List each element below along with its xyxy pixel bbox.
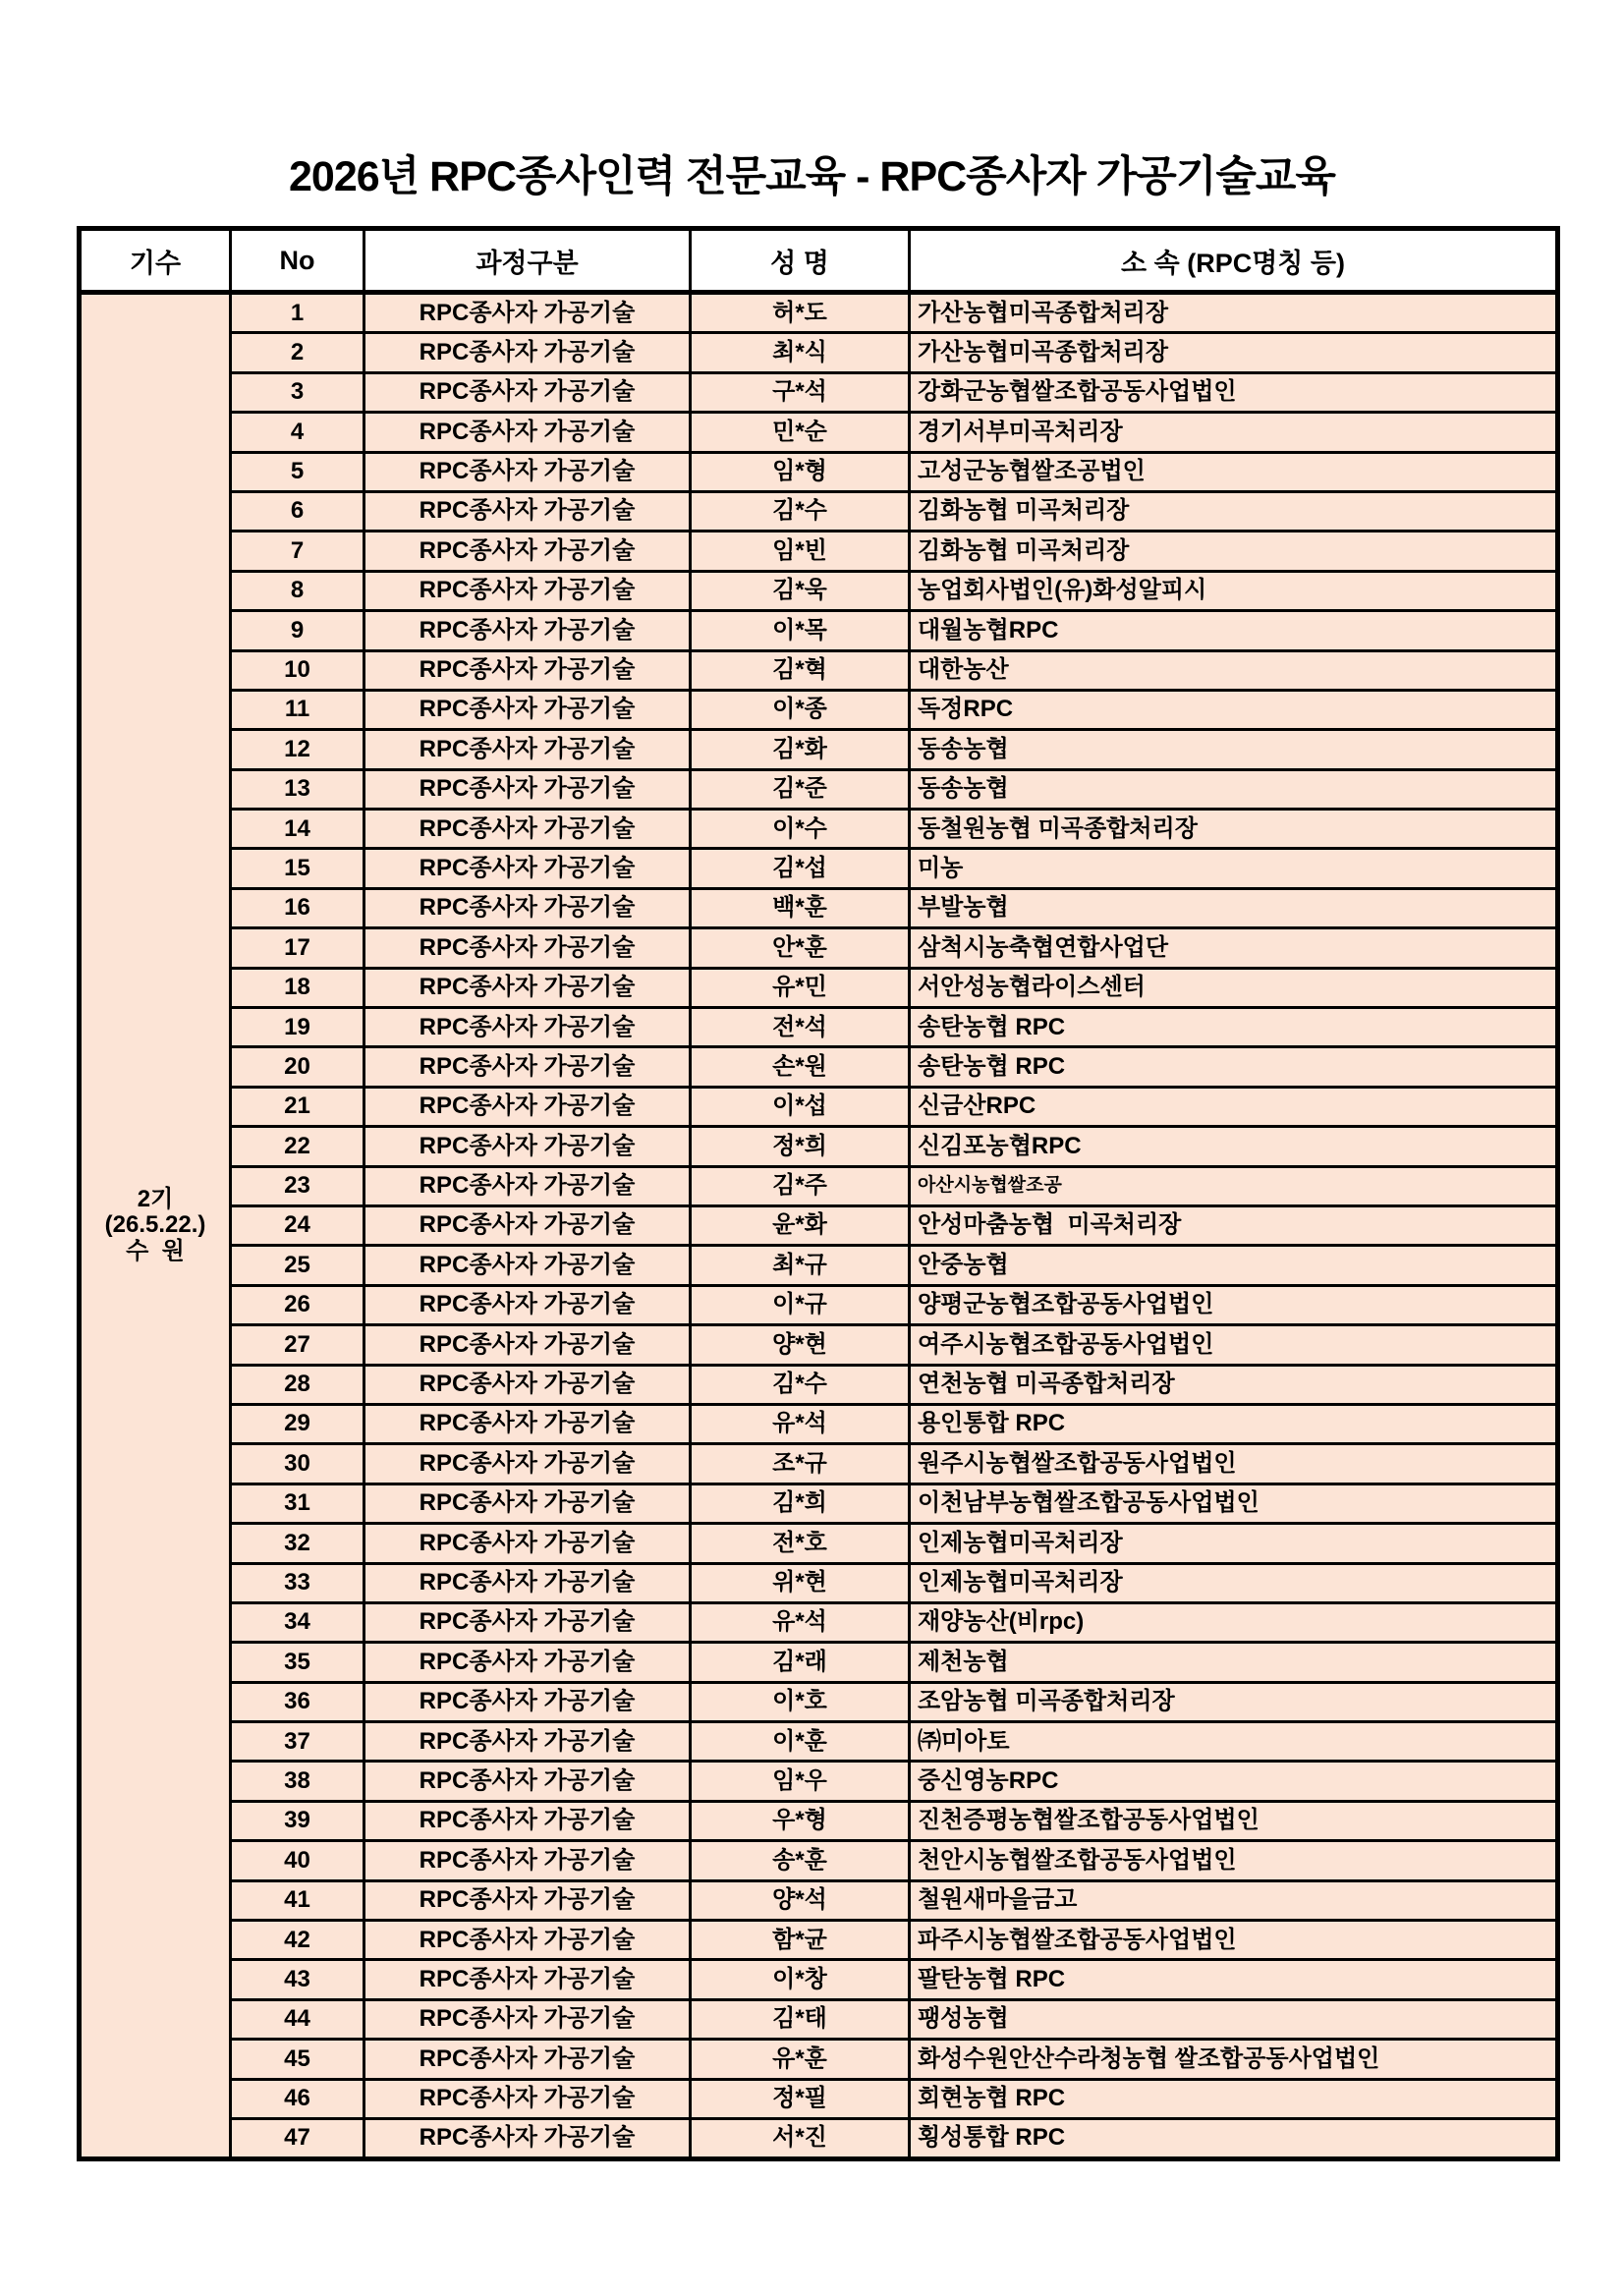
cell-org: 재양농산(비rpc) [910, 1602, 1558, 1642]
table-row [80, 452, 1558, 491]
cohort-line: (26.5.22.) [104, 1211, 206, 1239]
cell-org: 동송농협 [910, 730, 1558, 769]
cell-no: 18 [231, 968, 364, 1007]
cell-no: 42 [231, 1921, 364, 1960]
table-row [80, 1205, 1558, 1245]
table-row [80, 1801, 1558, 1840]
table-row [80, 491, 1558, 531]
cell-name: 손*원 [691, 1047, 910, 1087]
table-row [80, 1404, 1558, 1443]
table-row [80, 1960, 1558, 1999]
cell-name: 조*규 [691, 1444, 910, 1484]
table-row [80, 928, 1558, 968]
cell-course: RPC종사자 가공기술 [364, 1524, 691, 1563]
cell-no: 9 [231, 611, 364, 650]
cell-name: 전*석 [691, 1008, 910, 1047]
table-row [80, 1484, 1558, 1523]
table-row [80, 1444, 1558, 1484]
cell-name: 김*래 [691, 1643, 910, 1682]
cell-org: 제천농협 [910, 1643, 1558, 1682]
table-row [80, 810, 1558, 849]
cell-name: 양*현 [691, 1325, 910, 1365]
cell-name: 최*식 [691, 333, 910, 372]
table-row [80, 1524, 1558, 1563]
cell-no: 26 [231, 1285, 364, 1324]
cell-no: 34 [231, 1602, 364, 1642]
cell-name: 김*수 [691, 491, 910, 531]
cell-name: 함*균 [691, 1921, 910, 1960]
cell-no: 30 [231, 1444, 364, 1484]
table-row [80, 333, 1558, 372]
cell-name: 유*석 [691, 1602, 910, 1642]
cell-no: 2 [231, 333, 364, 372]
cell-org: 대월농협RPC [910, 611, 1558, 650]
cell-no: 12 [231, 730, 364, 769]
header-no: No [231, 229, 364, 293]
table-row [80, 1880, 1558, 1920]
cell-no: 11 [231, 690, 364, 729]
cell-no: 24 [231, 1205, 364, 1245]
cell-course: RPC종사자 가공기술 [364, 849, 691, 888]
cell-course: RPC종사자 가공기술 [364, 1166, 691, 1205]
cell-course: RPC종사자 가공기술 [364, 1762, 691, 1801]
table-row [80, 1127, 1558, 1166]
header-cohort: 기수 [80, 229, 231, 293]
cell-course: RPC종사자 가공기술 [364, 730, 691, 769]
cell-name: 허*도 [691, 293, 910, 333]
cell-course: RPC종사자 가공기술 [364, 2040, 691, 2079]
cell-org: 양평군농협조합공동사업법인 [910, 1285, 1558, 1324]
cell-course: RPC종사자 가공기술 [364, 1999, 691, 2039]
cell-org: 서안성농협라이스센터 [910, 968, 1558, 1007]
cell-name: 서*진 [691, 2118, 910, 2158]
cell-name: 이*호 [691, 1682, 910, 1721]
cell-course: RPC종사자 가공기술 [364, 532, 691, 571]
table-row [80, 1921, 1558, 1960]
cell-org: 중신영농RPC [910, 1762, 1558, 1801]
cell-course: RPC종사자 가공기술 [364, 650, 691, 690]
cell-org: 김화농협 미곡처리장 [910, 532, 1558, 571]
cell-course: RPC종사자 가공기술 [364, 1087, 691, 1126]
cell-org: 가산농협미곡종합처리장 [910, 333, 1558, 372]
cell-name: 이*섭 [691, 1087, 910, 1126]
roster-table [77, 226, 1560, 2161]
cell-org: 가산농협미곡종합처리장 [910, 293, 1558, 333]
cell-course: RPC종사자 가공기술 [364, 1127, 691, 1166]
cell-course: RPC종사자 가공기술 [364, 2118, 691, 2158]
cell-name: 이*훈 [691, 1722, 910, 1762]
cell-no: 23 [231, 1166, 364, 1205]
cell-org: 인제농협미곡처리장 [910, 1524, 1558, 1563]
cell-course: RPC종사자 가공기술 [364, 571, 691, 610]
cell-org: 회현농협 RPC [910, 2079, 1558, 2118]
cell-name: 김*주 [691, 1166, 910, 1205]
cell-name: 김*수 [691, 1365, 910, 1404]
cell-name: 임*우 [691, 1762, 910, 1801]
table-row [80, 1999, 1558, 2039]
cell-course: RPC종사자 가공기술 [364, 1047, 691, 1087]
table-row [80, 1285, 1558, 1324]
cell-no: 6 [231, 491, 364, 531]
cell-course: RPC종사자 가공기술 [364, 1682, 691, 1721]
cell-no: 35 [231, 1643, 364, 1682]
cell-no: 7 [231, 532, 364, 571]
cell-org: 연천농협 미곡종합처리장 [910, 1365, 1558, 1404]
cell-no: 29 [231, 1404, 364, 1443]
cell-name: 이*목 [691, 611, 910, 650]
cell-no: 20 [231, 1047, 364, 1087]
cell-name: 김*준 [691, 769, 910, 809]
cell-org: 경기서부미곡처리장 [910, 413, 1558, 452]
cell-course: RPC종사자 가공기술 [364, 452, 691, 491]
cell-course: RPC종사자 가공기술 [364, 769, 691, 809]
cell-org: 파주시농협쌀조합공동사업법인 [910, 1921, 1558, 1960]
cell-name: 윤*화 [691, 1205, 910, 1245]
cell-name: 임*빈 [691, 532, 910, 571]
cell-org: 천안시농협쌀조합공동사업법인 [910, 1841, 1558, 1880]
cell-course: RPC종사자 가공기술 [364, 968, 691, 1007]
cell-org: 송탄농협 RPC [910, 1047, 1558, 1087]
cell-no: 5 [231, 452, 364, 491]
cell-name: 최*규 [691, 1246, 910, 1285]
cell-no: 40 [231, 1841, 364, 1880]
page-title: 2026년 RPC종사인력 전문교육 - RPC종사자 가공기술교육 [289, 153, 1335, 200]
cell-org: 강화군농협쌀조합공동사업법인 [910, 372, 1558, 412]
cell-course: RPC종사자 가공기술 [364, 1880, 691, 1920]
table-row [80, 888, 1558, 927]
header-course: 과정구분 [364, 229, 691, 293]
table-row [80, 532, 1558, 571]
table-row [80, 769, 1558, 809]
cell-course: RPC종사자 가공기술 [364, 1444, 691, 1484]
table-row [80, 1841, 1558, 1880]
cell-org: 농업회사법인(유)화성알피시 [910, 571, 1558, 610]
cell-course: RPC종사자 가공기술 [364, 293, 691, 333]
cell-name: 임*형 [691, 452, 910, 491]
cell-course: RPC종사자 가공기술 [364, 1801, 691, 1840]
table-row [80, 372, 1558, 412]
cell-no: 17 [231, 928, 364, 968]
cell-name: 백*훈 [691, 888, 910, 927]
cohort-merged-cell [80, 293, 231, 2159]
cell-org: 철원새마을금고 [910, 1880, 1558, 1920]
cell-no: 19 [231, 1008, 364, 1047]
table-row [80, 1008, 1558, 1047]
table-row [80, 1643, 1558, 1682]
cell-no: 8 [231, 571, 364, 610]
cell-course: RPC종사자 가공기술 [364, 1643, 691, 1682]
cell-org: 여주시농협조합공동사업법인 [910, 1325, 1558, 1365]
cell-name: 김*화 [691, 730, 910, 769]
cell-course: RPC종사자 가공기술 [364, 1602, 691, 1642]
cell-org: 이천남부농협쌀조합공동사업법인 [910, 1484, 1558, 1523]
table-row [80, 2118, 1558, 2158]
cell-name: 김*희 [691, 1484, 910, 1523]
table-row [80, 650, 1558, 690]
cell-name: 전*호 [691, 1524, 910, 1563]
cell-course: RPC종사자 가공기술 [364, 1325, 691, 1365]
cell-course: RPC종사자 가공기술 [364, 690, 691, 729]
cell-course: RPC종사자 가공기술 [364, 810, 691, 849]
cell-org: 팔탄농협 RPC [910, 1960, 1558, 1999]
cell-course: RPC종사자 가공기술 [364, 1921, 691, 1960]
table-row [80, 2079, 1558, 2118]
cell-no: 28 [231, 1365, 364, 1404]
table-row [80, 1563, 1558, 1602]
cell-course: RPC종사자 가공기술 [364, 1404, 691, 1443]
cell-no: 33 [231, 1563, 364, 1602]
cell-course: RPC종사자 가공기술 [364, 1008, 691, 1047]
cell-no: 43 [231, 1960, 364, 1999]
cell-org: 동송농협 [910, 769, 1558, 809]
cell-course: RPC종사자 가공기술 [364, 491, 691, 531]
cell-course: RPC종사자 가공기술 [364, 1722, 691, 1762]
cell-no: 41 [231, 1880, 364, 1920]
table-row [80, 730, 1558, 769]
table-row [80, 1365, 1558, 1404]
cell-no: 1 [231, 293, 364, 333]
cell-org: 원주시농협쌀조합공동사업법인 [910, 1444, 1558, 1484]
header-org: 소 속 (RPC명칭 등) [910, 229, 1558, 293]
cell-no: 46 [231, 2079, 364, 2118]
cell-course: RPC종사자 가공기술 [364, 1960, 691, 1999]
cell-org: 화성수원안산수라청농협 쌀조합공동사업법인 [910, 2040, 1558, 2079]
cell-no: 3 [231, 372, 364, 412]
cell-course: RPC종사자 가공기술 [364, 1285, 691, 1324]
cell-no: 38 [231, 1762, 364, 1801]
cell-name: 유*석 [691, 1404, 910, 1443]
cell-org: 김화농협 미곡처리장 [910, 491, 1558, 531]
cell-org: 대한농산 [910, 650, 1558, 690]
table-row [80, 2040, 1558, 2079]
table-row [80, 1762, 1558, 1801]
table-row [80, 849, 1558, 888]
cell-course: RPC종사자 가공기술 [364, 333, 691, 372]
cell-name: 김*태 [691, 1999, 910, 2039]
cell-no: 32 [231, 1524, 364, 1563]
cell-name: 김*혁 [691, 650, 910, 690]
cell-name: 이*종 [691, 690, 910, 729]
cell-org: 부발농협 [910, 888, 1558, 927]
cell-no: 15 [231, 849, 364, 888]
cell-name: 유*민 [691, 968, 910, 1007]
cell-name: 이*수 [691, 810, 910, 849]
table-row [80, 968, 1558, 1007]
cell-name: 민*순 [691, 413, 910, 452]
cell-org: 신금산RPC [910, 1087, 1558, 1126]
cell-name: 김*섭 [691, 849, 910, 888]
cell-no: 4 [231, 413, 364, 452]
cell-no: 21 [231, 1087, 364, 1126]
cell-name: 이*창 [691, 1960, 910, 1999]
cell-name: 김*욱 [691, 571, 910, 610]
header-row [80, 229, 1558, 293]
cell-org: 삼척시농축협연합사업단 [910, 928, 1558, 968]
cell-no: 39 [231, 1801, 364, 1840]
cell-no: 47 [231, 2118, 364, 2158]
cell-course: RPC종사자 가공기술 [364, 928, 691, 968]
table-row [80, 1166, 1558, 1205]
cell-course: RPC종사자 가공기술 [364, 1484, 691, 1523]
cell-name: 안*훈 [691, 928, 910, 968]
cell-org: 안중농협 [910, 1246, 1558, 1285]
table-row [80, 1047, 1558, 1087]
cell-org: 안성마춤농협 미곡처리장 [910, 1205, 1558, 1245]
table-row [80, 611, 1558, 650]
cell-org: 아산시농협쌀조공 [910, 1166, 1558, 1205]
cell-org: ㈜미아토 [910, 1722, 1558, 1762]
cell-no: 45 [231, 2040, 364, 2079]
cell-name: 우*형 [691, 1801, 910, 1840]
cell-no: 13 [231, 769, 364, 809]
cell-no: 44 [231, 1999, 364, 2039]
cell-org: 신김포농협RPC [910, 1127, 1558, 1166]
cell-org: 용인통합 RPC [910, 1404, 1558, 1443]
cell-course: RPC종사자 가공기술 [364, 1205, 691, 1245]
table-row [80, 690, 1558, 729]
cell-no: 10 [231, 650, 364, 690]
cell-org: 독정RPC [910, 690, 1558, 729]
table-header [80, 229, 1558, 293]
cell-no: 22 [231, 1127, 364, 1166]
cell-course: RPC종사자 가공기술 [364, 888, 691, 927]
cell-org: 고성군농협쌀조공법인 [910, 452, 1558, 491]
table-row [80, 1325, 1558, 1365]
cell-course: RPC종사자 가공기술 [364, 372, 691, 412]
cohort-line: 수 원 [126, 1237, 185, 1264]
table-row [80, 413, 1558, 452]
cell-name: 이*규 [691, 1285, 910, 1324]
cell-org: 횡성통합 RPC [910, 2118, 1558, 2158]
cell-no: 31 [231, 1484, 364, 1523]
cell-course: RPC종사자 가공기술 [364, 611, 691, 650]
cell-name: 양*석 [691, 1880, 910, 1920]
cell-org: 팽성농협 [910, 1999, 1558, 2039]
cell-org: 미농 [910, 849, 1558, 888]
cell-name: 구*석 [691, 372, 910, 412]
cell-no: 16 [231, 888, 364, 927]
table-row [80, 293, 1558, 333]
cell-course: RPC종사자 가공기술 [364, 2079, 691, 2118]
cell-org: 송탄농협 RPC [910, 1008, 1558, 1047]
cell-org: 진천증평농협쌀조합공동사업법인 [910, 1801, 1558, 1840]
table-row [80, 1602, 1558, 1642]
cell-name: 정*희 [691, 1127, 910, 1166]
cell-course: RPC종사자 가공기술 [364, 1841, 691, 1880]
cell-name: 유*훈 [691, 2040, 910, 2079]
cell-org: 동철원농협 미곡종합처리장 [910, 810, 1558, 849]
cell-name: 정*필 [691, 2079, 910, 2118]
cohort-line: 2기 [137, 1186, 174, 1213]
cell-org: 인제농협미곡처리장 [910, 1563, 1558, 1602]
cell-no: 25 [231, 1246, 364, 1285]
table-body [80, 293, 1558, 2159]
cell-no: 14 [231, 810, 364, 849]
table-row [80, 1682, 1558, 1721]
table-row [80, 1722, 1558, 1762]
table-row [80, 1246, 1558, 1285]
cell-no: 37 [231, 1722, 364, 1762]
cell-name: 위*현 [691, 1563, 910, 1602]
cell-name: 송*훈 [691, 1841, 910, 1880]
header-name: 성 명 [691, 229, 910, 293]
table-row [80, 571, 1558, 610]
cell-no: 27 [231, 1325, 364, 1365]
cell-course: RPC종사자 가공기술 [364, 1365, 691, 1404]
cell-org: 조암농협 미곡종합처리장 [910, 1682, 1558, 1721]
cell-course: RPC종사자 가공기술 [364, 1563, 691, 1602]
cell-course: RPC종사자 가공기술 [364, 1246, 691, 1285]
cell-course: RPC종사자 가공기술 [364, 413, 691, 452]
table-row [80, 1087, 1558, 1126]
cell-no: 36 [231, 1682, 364, 1721]
